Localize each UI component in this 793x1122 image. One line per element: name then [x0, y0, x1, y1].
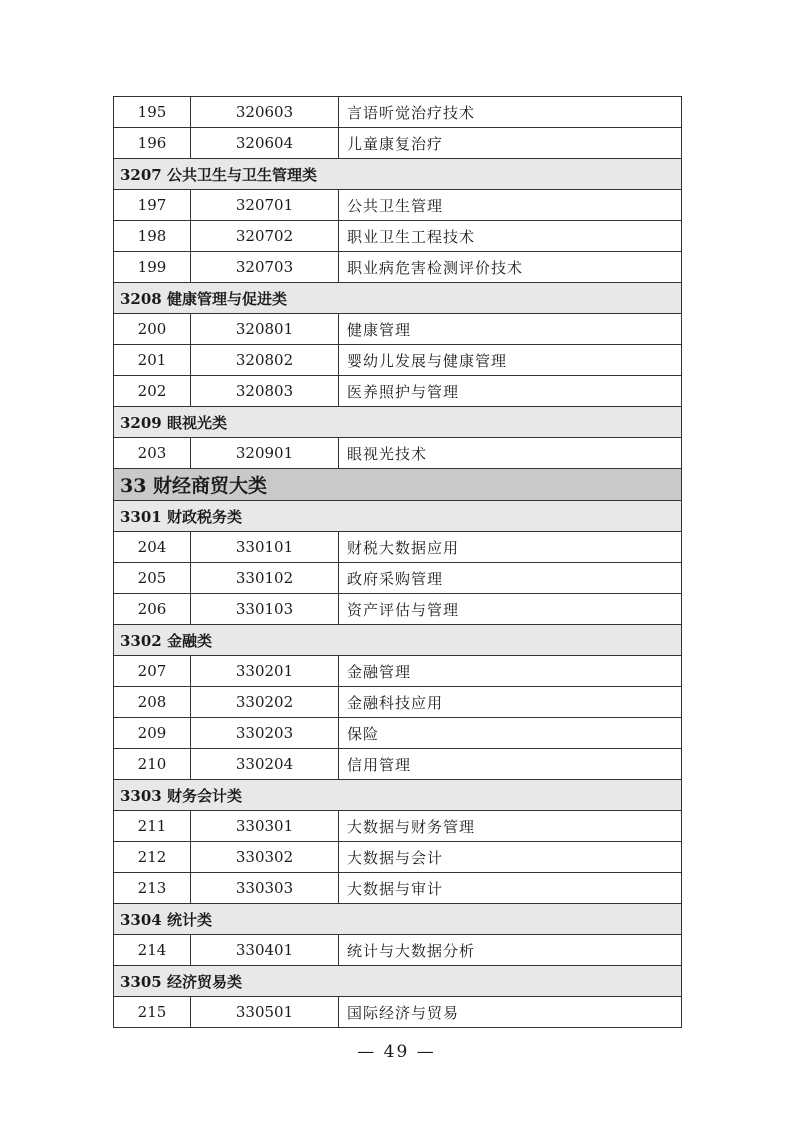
row-number: 201: [114, 345, 191, 376]
major-code: 330303: [191, 873, 339, 904]
category-row: [114, 966, 682, 997]
category-label: 3302 金融类: [114, 625, 682, 656]
row-number: 212: [114, 842, 191, 873]
table-row: [114, 532, 682, 563]
table-row: [114, 811, 682, 842]
page-number: — 49 —: [357, 1042, 436, 1062]
table-row: [114, 221, 682, 252]
table-row: [114, 656, 682, 687]
table-row: [114, 190, 682, 221]
table-row: [114, 128, 682, 159]
major-name: 言语听觉治疗技术: [339, 97, 682, 128]
major-code: 330102: [191, 563, 339, 594]
major-name: 职业病危害检测评价技术: [339, 252, 682, 283]
major-code: 330501: [191, 997, 339, 1028]
major-code: 320703: [191, 252, 339, 283]
category-row: [114, 501, 682, 532]
major-code: 320802: [191, 345, 339, 376]
row-number: 202: [114, 376, 191, 407]
category-row: [114, 625, 682, 656]
major-code: 330103: [191, 594, 339, 625]
row-number: 206: [114, 594, 191, 625]
row-number: 195: [114, 97, 191, 128]
major-name: 公共卫生管理: [339, 190, 682, 221]
table-row: [114, 314, 682, 345]
major-name: 职业卫生工程技术: [339, 221, 682, 252]
major-code: 320701: [191, 190, 339, 221]
major-name: 保险: [339, 718, 682, 749]
major-name: 信用管理: [339, 749, 682, 780]
row-number: 199: [114, 252, 191, 283]
row-number: 200: [114, 314, 191, 345]
major-name: 国际经济与贸易: [339, 997, 682, 1028]
row-number: 211: [114, 811, 191, 842]
major-code: 330301: [191, 811, 339, 842]
category-label: 3208 健康管理与促进类: [114, 283, 682, 314]
major-code: 330204: [191, 749, 339, 780]
row-number: 203: [114, 438, 191, 469]
major-catalog-table: [113, 96, 682, 1028]
row-number: 214: [114, 935, 191, 966]
category-label: 3207 公共卫生与卫生管理类: [114, 159, 682, 190]
major-code: 320801: [191, 314, 339, 345]
category-row: [114, 904, 682, 935]
major-name: 健康管理: [339, 314, 682, 345]
major-name: 大数据与会计: [339, 842, 682, 873]
table-row: [114, 718, 682, 749]
table-row: [114, 687, 682, 718]
major-name: 医养照护与管理: [339, 376, 682, 407]
table-row: [114, 873, 682, 904]
major-code: 330203: [191, 718, 339, 749]
major-name: 资产评估与管理: [339, 594, 682, 625]
row-number: 209: [114, 718, 191, 749]
table-row: [114, 376, 682, 407]
major-name: 金融管理: [339, 656, 682, 687]
major-code: 320803: [191, 376, 339, 407]
major-code: 330101: [191, 532, 339, 563]
major-name: 金融科技应用: [339, 687, 682, 718]
table-row: [114, 563, 682, 594]
row-number: 208: [114, 687, 191, 718]
category-label: 3305 经济贸易类: [114, 966, 682, 997]
category-label: 3304 统计类: [114, 904, 682, 935]
major-code: 330202: [191, 687, 339, 718]
category-row: [114, 283, 682, 314]
row-number: 213: [114, 873, 191, 904]
row-number: 205: [114, 563, 191, 594]
row-number: 215: [114, 997, 191, 1028]
row-number: 196: [114, 128, 191, 159]
category-label: 3301 财政税务类: [114, 501, 682, 532]
major-code: 320603: [191, 97, 339, 128]
major-category-label: 33 财经商贸大类: [114, 469, 682, 501]
table-row: [114, 438, 682, 469]
row-number: 197: [114, 190, 191, 221]
major-code: 320604: [191, 128, 339, 159]
major-name: 财税大数据应用: [339, 532, 682, 563]
row-number: 210: [114, 749, 191, 780]
category-row: [114, 780, 682, 811]
table-row: [114, 345, 682, 376]
major-name: 大数据与审计: [339, 873, 682, 904]
table-row: [114, 749, 682, 780]
major-name: 统计与大数据分析: [339, 935, 682, 966]
category-row: [114, 407, 682, 438]
major-code: 330401: [191, 935, 339, 966]
major-category-row: [114, 469, 682, 501]
row-number: 198: [114, 221, 191, 252]
major-name: 政府采购管理: [339, 563, 682, 594]
table-row: [114, 252, 682, 283]
row-number: 204: [114, 532, 191, 563]
row-number: 207: [114, 656, 191, 687]
table-row: [114, 97, 682, 128]
table-row: [114, 935, 682, 966]
major-name: 眼视光技术: [339, 438, 682, 469]
category-label: 3303 财务会计类: [114, 780, 682, 811]
table-row: [114, 997, 682, 1028]
table-row: [114, 842, 682, 873]
major-code: 330201: [191, 656, 339, 687]
major-code: 320901: [191, 438, 339, 469]
major-name: 大数据与财务管理: [339, 811, 682, 842]
major-name: 儿童康复治疗: [339, 128, 682, 159]
category-row: [114, 159, 682, 190]
major-code: 330302: [191, 842, 339, 873]
major-name: 婴幼儿发展与健康管理: [339, 345, 682, 376]
category-label: 3209 眼视光类: [114, 407, 682, 438]
major-code: 320702: [191, 221, 339, 252]
table-row: [114, 594, 682, 625]
catalog-body: [114, 97, 682, 1028]
